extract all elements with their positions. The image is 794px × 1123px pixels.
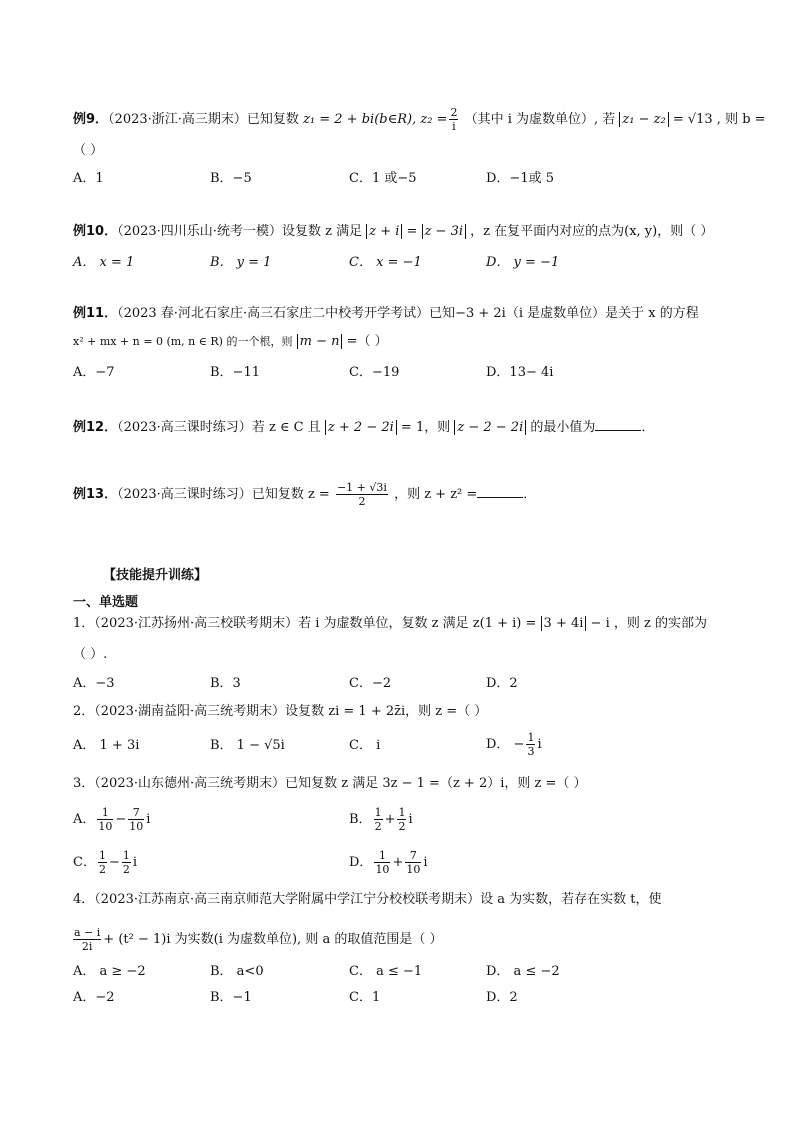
example-11-source: （2023 春·河北石家庄·高三石家庄二中校考开学考试） bbox=[117, 306, 430, 321]
example-12-source: （2023·高三课时练习） bbox=[117, 420, 252, 435]
a-fraction: $\frac{a - i}{2i}$ bbox=[74, 926, 101, 953]
option-c: C．1 bbox=[349, 990, 381, 1005]
section-title: 【技能提升训练】 bbox=[103, 568, 208, 583]
option-b: B． $\frac{1}{2}$ + $\frac{1}{2}$ i bbox=[349, 806, 413, 833]
example-11-label: 例11． bbox=[73, 306, 118, 321]
option-c: C． i bbox=[349, 738, 381, 753]
option-a: A．−7 bbox=[73, 365, 115, 380]
example-11-stem: 例11．（2023 春·河北石家庄·高三石家庄二中校考开学考试）已知−3 + 2i（i 是虚数单位）是关于 x 的方程 bbox=[73, 306, 699, 321]
option-b: B． a<0 bbox=[210, 964, 264, 979]
example-10-stem: 例10．（2023·四川乐山·统考一模）设复数 z 满足 z + i = z − 3i ，z 在复平面内对应的点为(x, y)，则（ ） bbox=[73, 224, 714, 239]
option-d: D． a ≤ −2 bbox=[486, 964, 560, 979]
option-d: D．2 bbox=[486, 990, 518, 1005]
option-c: C． x = −1 bbox=[349, 255, 422, 270]
z-fraction: $\frac{-1 + √3i}{2}$ bbox=[336, 481, 387, 508]
example-9-paren: （ ） bbox=[73, 143, 104, 158]
section-subtitle: 一、单选题 bbox=[73, 595, 139, 610]
option-d: D．13− 4i bbox=[486, 365, 554, 380]
option-c: C．−2 bbox=[349, 676, 392, 691]
option-d: D．2 bbox=[486, 676, 518, 691]
example-12-stem: 例12．（2023·高三课时练习）若 z ∈ C 且 z + 2 − 2i = 1，则 z − 2 − 2i 的最小值为 ． bbox=[73, 420, 655, 435]
option-b: B． y = 1 bbox=[210, 255, 272, 270]
question-4-stem: 4．（2023·江苏南京·高三南京师范大学附属中学江宁分校校联考期末）设 a 为实数，若存在实数 t，使 bbox=[73, 892, 662, 907]
option-d: D． − $\frac{1}{3}$ i bbox=[486, 731, 542, 758]
option-a: A．−3 bbox=[73, 676, 115, 691]
option-d: D．−1或 5 bbox=[486, 171, 554, 186]
example-10-label: 例10． bbox=[73, 224, 118, 239]
option-a: A． x = 1 bbox=[73, 255, 135, 270]
question-3-stem: 3．（2023·山东德州·高三统考期末）已知复数 z 满足 3z − 1 =（z + 2）i，则 z =（ ） bbox=[73, 776, 587, 791]
example-13-label: 例13． bbox=[73, 487, 118, 502]
option-a: A． $\frac{1}{10}$ − $\frac{7}{10}$ i bbox=[73, 806, 151, 833]
option-c: C． $\frac{1}{2}$ − $\frac{1}{2}$ i bbox=[73, 849, 138, 876]
option-c: C． a ≤ −1 bbox=[349, 964, 423, 979]
option-b: B．−5 bbox=[210, 171, 252, 186]
z2-fraction: $\frac{2}{i}$ bbox=[450, 106, 458, 133]
option-b: B． 1 − √5i bbox=[210, 738, 285, 753]
option-d: D． $\frac{1}{10}$ + $\frac{7}{10}$ i bbox=[349, 849, 428, 876]
option-c: C．1 或−5 bbox=[349, 171, 417, 186]
example-9-label: 例9． bbox=[73, 112, 109, 127]
option-d: D． y = −1 bbox=[486, 255, 560, 270]
example-11-line2: x² + mx + n = 0 (m, n ∈ R) 的一个根，则 m − n =（ ） bbox=[73, 334, 388, 349]
example-12-label: 例12． bbox=[73, 420, 118, 435]
example-9-source: （2023·浙江·高三期末） bbox=[108, 112, 247, 127]
question-4-line2: $\frac{a - i}{2i}$ + (t² − 1)i 为实数(i 为虚数单位), 则 a 的取值范围是（ ） bbox=[74, 926, 443, 953]
option-b: B．−1 bbox=[210, 990, 252, 1005]
answer-blank bbox=[595, 418, 641, 431]
example-13-stem: 例13．（2023·高三课时练习）已知复数 z = $\frac{-1 + √3i}{2}$ ，则 z + z² = ． bbox=[73, 481, 537, 508]
option-c: C．−19 bbox=[349, 365, 400, 380]
option-a: A．1 bbox=[73, 171, 104, 186]
example-13-source: （2023·高三课时练习） bbox=[117, 487, 252, 502]
option-a: A． 1 + 3i bbox=[73, 738, 140, 753]
example-9-stem: 例9．（2023·浙江·高三期末）已知复数 z₁ = 2 + bi(b∈R), z₂ = $\frac{2}{i}$ （其中 i 为虚数单位）, 若 z₁ − z₂ = √13 , 则 b = bbox=[73, 106, 766, 133]
option-b: B．−11 bbox=[210, 365, 260, 380]
option-a: A． a ≥ −2 bbox=[73, 964, 146, 979]
answer-blank bbox=[477, 485, 523, 498]
question-2-stem: 2．（2023·湖南益阳·高三统考期末）设复数 zi = 1 + 2z̄i，则 z =（ ） bbox=[73, 704, 488, 719]
option-a: A．−2 bbox=[73, 990, 115, 1005]
example-10-source: （2023·四川乐山·统考一模） bbox=[117, 224, 282, 239]
option-b: B．3 bbox=[210, 676, 241, 691]
question-1-stem: 1．（2023·江苏扬州·高三校联考期末）若 i 为虚数单位，复数 z 满足 z(1 + i) = 3 + 4i − i ，则 z 的实部为 bbox=[73, 616, 707, 631]
question-1-paren: （ ）. bbox=[73, 647, 108, 662]
